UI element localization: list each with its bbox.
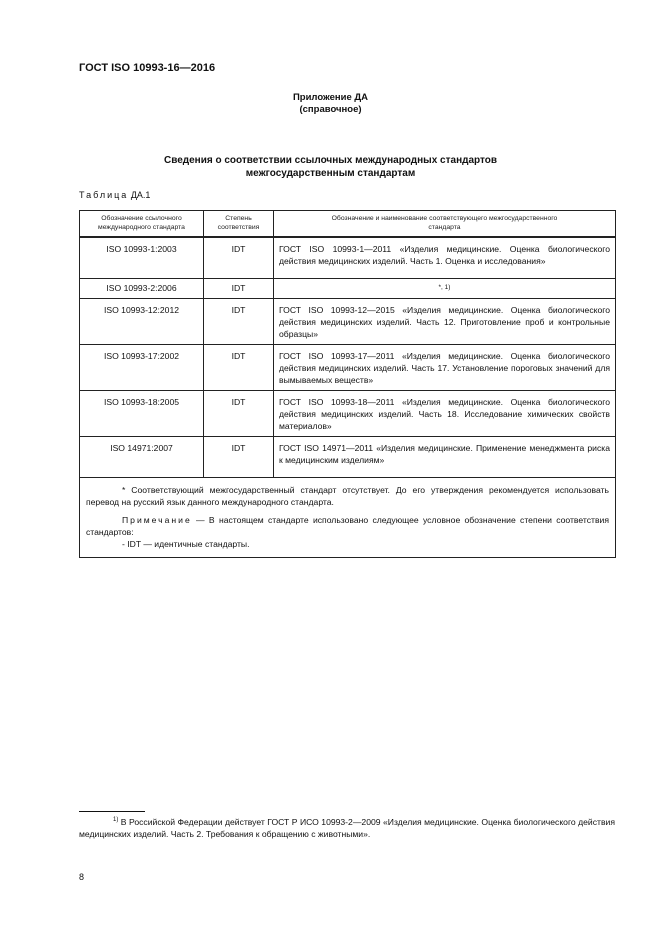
annex-heading <box>0 92 661 116</box>
note-paragraph <box>86 514 609 538</box>
footnote-divider <box>79 811 145 812</box>
document-code: ГОСТ ISO 10993-16—2016 <box>79 62 216 74</box>
footnote-marker: 1) <box>113 817 119 824</box>
header-ref-standard: Обозначение ссылочного международного стандарта <box>80 211 204 238</box>
table-row <box>80 237 616 279</box>
degree-cell: IDT <box>204 299 274 345</box>
ref-standard-cell: ISO 14971:2007 <box>80 437 204 478</box>
header-degree: Степень соответствия <box>204 211 274 238</box>
footnote-text: В Российской Федерации действует ГОСТ Р ИСО 10993-2—2009 «Изделия медицинские. Оценка биологического действия медицинских изделий. Часть 2. Требования к обращению с животными». <box>79 817 615 839</box>
ref-standard-cell: ISO 10993-2:2006 <box>80 279 204 299</box>
annex-subtitle: (справочное) <box>299 104 362 115</box>
note-label: Примечание <box>122 515 192 525</box>
table-row <box>80 345 616 391</box>
correspondence-table <box>79 210 616 558</box>
table-row <box>80 391 616 437</box>
degree-cell: IDT <box>204 237 274 279</box>
table-header-row <box>80 211 616 238</box>
ref-standard-cell: ISO 10993-17:2002 <box>80 345 204 391</box>
ref-standard-cell: ISO 10993-1:2003 <box>80 237 204 279</box>
table-row <box>80 299 616 345</box>
table-caption-word: Таблица <box>79 190 129 200</box>
degree-cell: IDT <box>204 345 274 391</box>
interstate-standard-cell: ГОСТ ISO 10993-18—2011 «Изделия медицинские. Оценка биологического действия медицинских изделий. Часть 18. Исследование химических свойств материалов» <box>274 391 616 437</box>
interstate-standard-cell: *, 1) <box>274 279 616 299</box>
degree-cell: IDT <box>204 437 274 478</box>
section-title-line2: межгосударственным стандартам <box>245 168 416 179</box>
footnote <box>79 816 615 840</box>
table-row <box>80 437 616 478</box>
table-notes <box>80 478 616 558</box>
interstate-standard-cell: ГОСТ ISO 14971—2011 «Изделия медицинские. Применение менеджмента риска к медицинским изделиям» <box>274 437 616 478</box>
interstate-standard-cell: ГОСТ ISO 10993-17—2011 «Изделия медицинские. Оценка биологического действия медицинских изделий. Часть 17. Установление пороговых значений для вымываемых веществ» <box>274 345 616 391</box>
table-caption <box>79 190 150 200</box>
page-number: 8 <box>79 872 85 882</box>
degree-cell: IDT <box>204 279 274 299</box>
header-interstate-standard: Обозначение и наименование соответствующего межгосударственного стандарта <box>274 211 616 238</box>
ref-standard-cell: ISO 10993-18:2005 <box>80 391 204 437</box>
interstate-standard-cell: ГОСТ ISO 10993-12—2015 «Изделия медицинские. Оценка биологического действия медицинских изделий. Часть 12. Приготовление проб и контрольные образцы» <box>274 299 616 345</box>
interstate-standard-cell: ГОСТ ISO 10993-1—2011 «Изделия медицинские. Оценка биологического действия медицинских изделий. Часть 1. Оценка и исследования» <box>274 237 616 279</box>
ref-standard-cell: ISO 10993-12:2012 <box>80 299 204 345</box>
table-caption-id: ДА.1 <box>130 190 151 200</box>
section-heading <box>0 154 661 180</box>
table-footer-row <box>80 478 616 558</box>
degree-cell: IDT <box>204 391 274 437</box>
note-text: — В настоящем стандарте использовано следующее условное обозначение степени соответствия стандартов: <box>86 515 609 537</box>
asterisk-note: * Соответствующий межгосударственный стандарт отсутствует. До его утверждения рекомендуется использовать перевод на русский язык данного международного стандарта. <box>86 485 609 507</box>
note-item: - IDT — идентичные стандарты. <box>122 539 250 549</box>
section-title-line1: Сведения о соответствии ссылочных международных стандартов <box>163 155 498 166</box>
table-row <box>80 279 616 299</box>
annex-title: Приложение ДА <box>292 92 369 103</box>
